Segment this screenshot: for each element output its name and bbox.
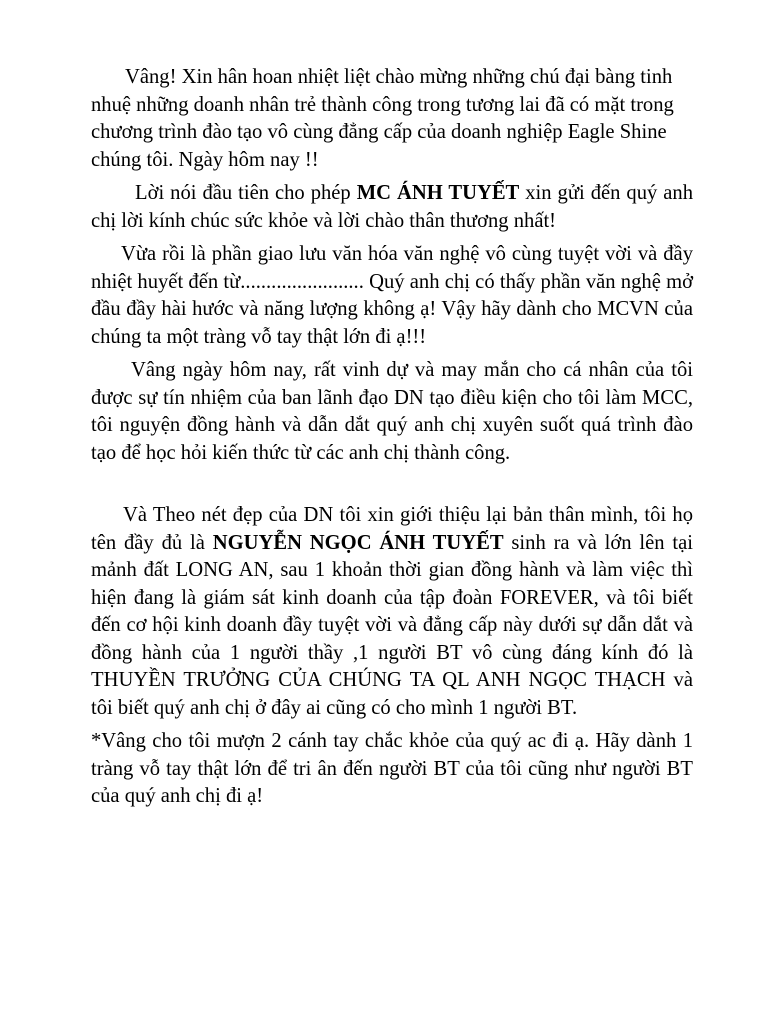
paragraph-introduction [91, 502, 693, 722]
paragraph-welcome-text: Vâng! Xin hân hoan nhiệt liệt chào mừng những chú đại bàng tinh nhuệ những doanh nhân trẻ thành công trong tương lai đã có mặt trong chương trình đào tạo vô cùng đẳng cấp của doanh nghiệp Eagle Shine chúng tôi. Ngày hôm nay !! [91, 66, 674, 171]
full-name-bold: NGUYỄN NGỌC ÁNH TUYẾT [212, 531, 504, 554]
mc-name-bold: MC ÁNH TUYẾT [356, 182, 520, 204]
paragraph-introduction-after: sinh ra và lớn lên tại mảnh đất LONG AN, sau 1 khoản thời gian đồng hành và làm việc thì hiện đang là giám sát kinh doanh của tập đoàn FOREVER, và tôi biết đến cơ hội kinh doanh đầy tuyệt vời và đẳng cấp này dưới sự dẫn dắt và đồng hành của 1 người thầy ,1 người BT vô cùng đáng kính đó là THUYỀN TRƯỞNG CỦA CHÚNG TA QL ANH NGỌC THẠCH và tôi biết quý anh chị ở đây ai cũng có cho mình 1 người BT. [91, 531, 694, 719]
paragraph-applause-text: *Vâng cho tôi mượn 2 cánh tay chắc khỏe của quý ac đi ạ. Hãy dành 1 tràng vỗ tay thật lớn để tri ân đến người BT của tôi cũng như người BT của quý anh chị đi ạ! [91, 730, 693, 807]
paragraph-honor [91, 357, 693, 467]
paragraph-applause [91, 728, 693, 811]
paragraph-performance-text: Vừa rồi là phần giao lưu văn hóa văn nghệ vô cùng tuyệt vời và đầy nhiệt huyết đến từ........................ Quý anh chị có thấy phần văn nghệ mở đầu đầy hài hước và năng lượng không ạ! Vậy hãy dành cho MCVN của chúng ta một tràng vỗ tay thật lớn đi ạ!!! [91, 243, 693, 348]
paragraph-mc-greeting-after: xin gửi đến quý anh chị lời kính chúc sức khỏe và lời chào thân thương nhất! [91, 182, 693, 232]
paragraph-performance [91, 241, 693, 351]
paragraph-mc-greeting-before: Lời nói đầu tiên cho phép [135, 182, 357, 204]
paragraph-welcome [91, 64, 693, 174]
paragraph-honor-text: Vâng ngày hôm nay, rất vinh dự và may mắn cho cá nhân của tôi được sự tín nhiệm của ban lãnh đạo DN tạo điều kiện cho tôi làm MCC, tôi nguyện đồng hành và dẫn dắt quý anh chị xuyên suốt quá trình đào tạo để học hỏi kiến thức từ các anh chị thành công. [91, 359, 693, 464]
paragraph-introduction-before: Và Theo nét đẹp của DN tôi xin giới thiệu lại bản thân mình, tôi họ tên đầy đủ là [91, 504, 693, 554]
document-page [91, 64, 693, 817]
paragraph-mc-greeting [91, 180, 693, 235]
